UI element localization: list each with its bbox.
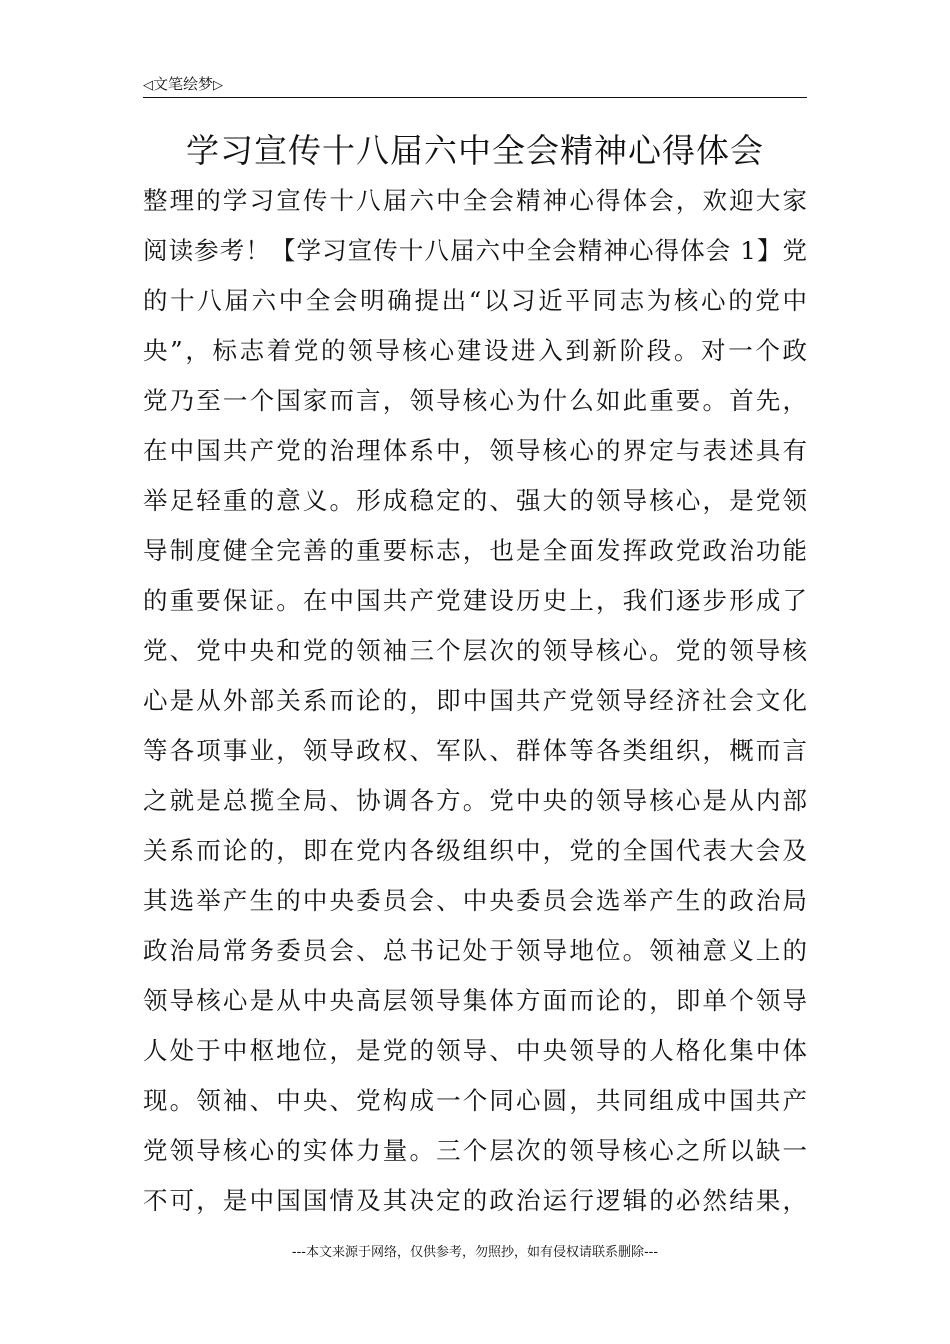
body-line: 人处于中枢地位，是党的领导、中央领导的人格化集中体	[143, 1036, 807, 1065]
page-footer-disclaimer: ---本文来源于网络，仅供参考，勿照抄，如有侵权请联系删除---	[291, 1245, 659, 1260]
body-line: 阅读参考！【学习宣传十八届六中全会精神心得体会 1】党	[143, 236, 807, 265]
left-triangle-icon: ◁	[143, 78, 153, 93]
header-divider	[143, 97, 807, 98]
running-header	[143, 74, 223, 96]
body-line: 不可，是中国国情及其决定的政治运行逻辑的必然结果，	[143, 1186, 807, 1215]
body-line: 举足轻重的意义。形成稳定的、强大的领导核心，是党领	[143, 486, 807, 515]
body-line: 其选举产生的中央委员会、中央委员会选举产生的政治局	[143, 886, 807, 915]
body-line: 政治局常务委员会、总书记处于领导地位。领袖意义上的	[143, 936, 807, 965]
body-line: 的十八届六中全会明确提出“以习近平同志为核心的党中	[143, 286, 807, 315]
body-line: 整理的学习宣传十八届六中全会精神心得体会，欢迎大家	[143, 186, 807, 215]
body-line: 党乃至一个国家而言，领导核心为什么如此重要。首先，	[143, 386, 807, 415]
body-line: 央”，标志着党的领导核心建设进入到新阶段。对一个政	[143, 336, 807, 365]
document-body	[143, 176, 807, 1226]
body-line: 现。领袖、中央、党构成一个同心圆，共同组成中国共产	[143, 1086, 807, 1115]
header-brand: 文笔绘梦	[153, 75, 214, 93]
body-line: 等各项事业，领导政权、军队、群体等各类组织，概而言	[143, 736, 807, 765]
right-triangle-icon: ▷	[213, 78, 224, 93]
body-line: 关系而论的，即在党内各级组织中，党的全国代表大会及	[143, 836, 807, 865]
body-line: 党领导核心的实体力量。三个层次的领导核心之所以缺一	[143, 1136, 807, 1165]
body-line: 心是从外部关系而论的，即中国共产党领导经济社会文化	[143, 686, 807, 715]
document-title: 学习宣传十八届六中全会精神心得体会	[186, 131, 764, 170]
body-line: 的重要保证。在中国共产党建设历史上，我们逐步形成了	[143, 586, 807, 615]
body-line: 之就是总揽全局、协调各方。党中央的领导核心是从内部	[143, 786, 807, 815]
body-line: 在中国共产党的治理体系中，领导核心的界定与表述具有	[143, 436, 807, 465]
body-line: 导制度健全完善的重要标志，也是全面发挥政党政治功能	[143, 536, 807, 565]
body-line: 领导核心是从中央高层领导集体方面而论的，即单个领导	[143, 986, 807, 1015]
body-line: 党、党中央和党的领袖三个层次的领导核心。党的领导核	[143, 636, 807, 665]
